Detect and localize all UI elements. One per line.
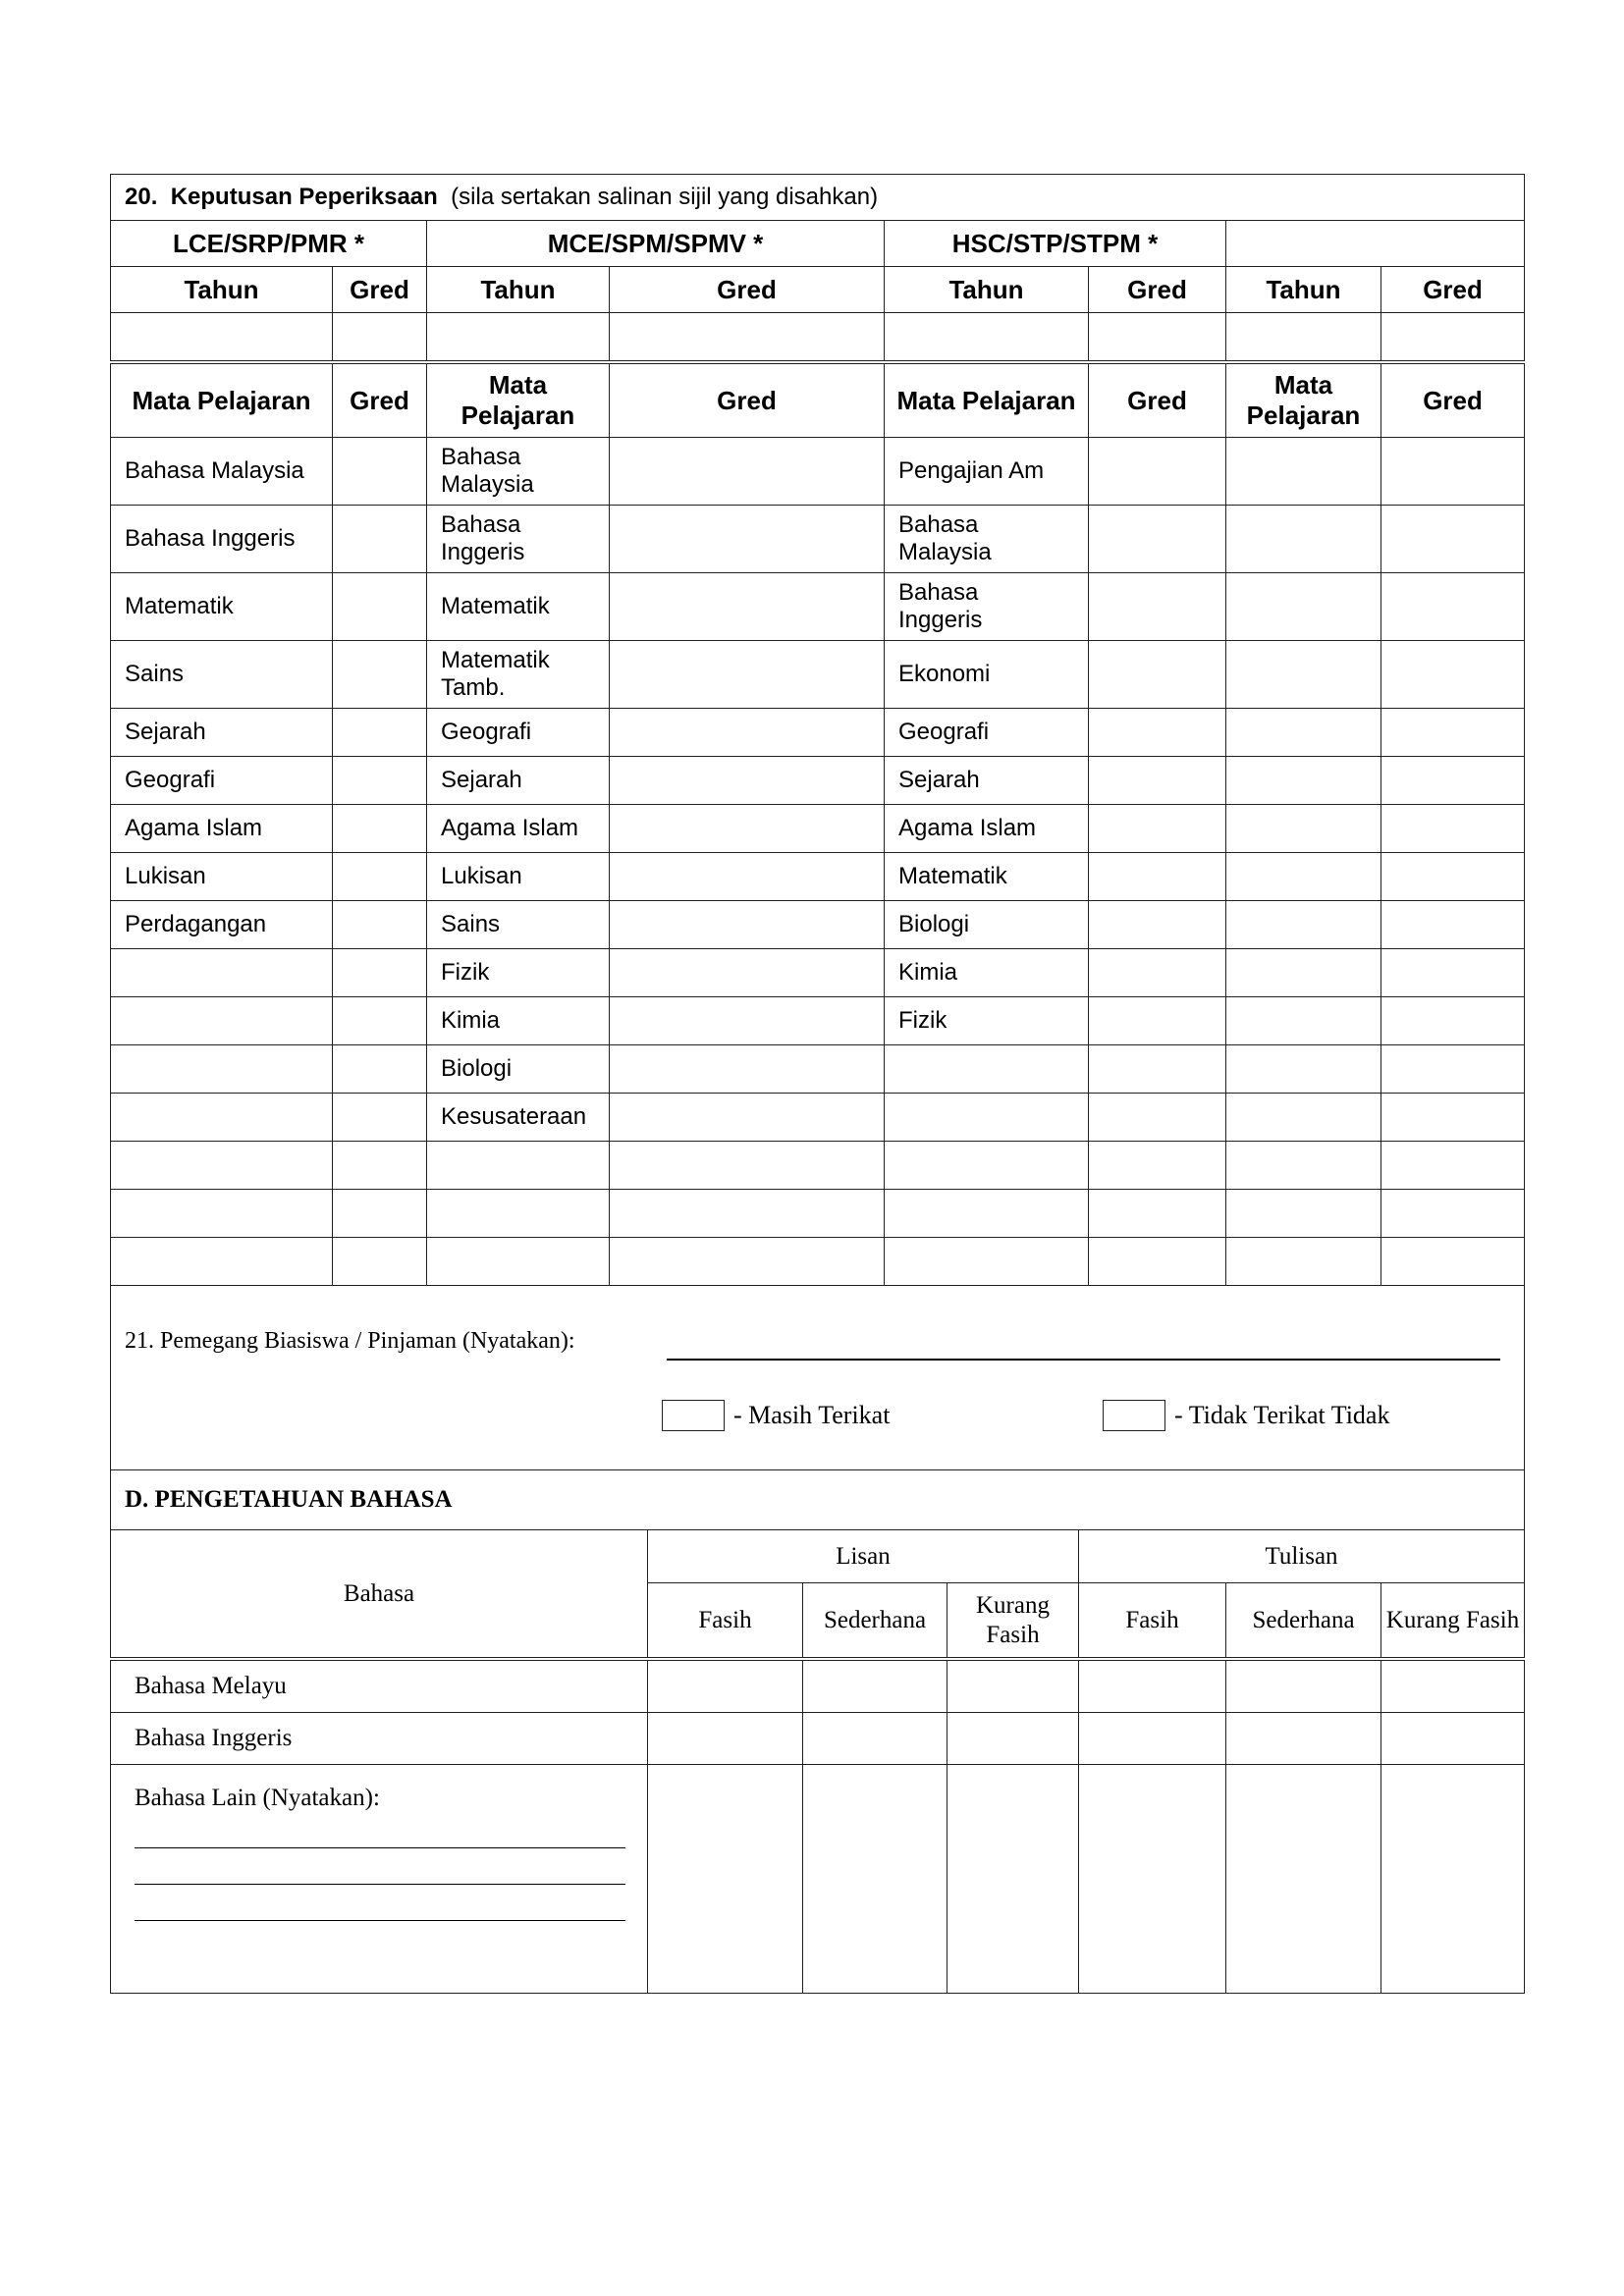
subject-name: Kimia (427, 997, 610, 1045)
subject-row (111, 1190, 1525, 1238)
proficiency-cell[interactable] (947, 1659, 1079, 1713)
still-bound-checkbox[interactable] (662, 1400, 725, 1431)
grade-cell[interactable] (1381, 709, 1525, 757)
grade-cell[interactable] (1381, 949, 1525, 997)
grade-cell[interactable] (610, 573, 885, 641)
year-header: Tahun (111, 267, 333, 313)
written-header: Tulisan (1079, 1530, 1525, 1583)
grade-header: Gred (610, 362, 885, 438)
subject-name (111, 997, 333, 1045)
subject-row (111, 438, 1525, 506)
subject-name (111, 1094, 333, 1142)
grade-cell[interactable] (1381, 805, 1525, 853)
subject-row (111, 901, 1525, 949)
grade-cell[interactable] (1089, 573, 1226, 641)
proficiency-cell[interactable] (1381, 1713, 1525, 1765)
grade-cell[interactable] (1381, 901, 1525, 949)
level-moderate-header: Sederhana (803, 1583, 947, 1660)
grade-cell[interactable] (1381, 1142, 1525, 1190)
grade-cell[interactable] (1089, 1045, 1226, 1094)
grade-cell[interactable] (610, 1094, 885, 1142)
year-input[interactable] (885, 313, 1089, 363)
subject-name (885, 1094, 1089, 1142)
subject-name: Ekonomi (885, 641, 1089, 709)
grade-cell[interactable] (1226, 1094, 1381, 1142)
subject-name (427, 1142, 610, 1190)
year-input[interactable] (111, 313, 333, 363)
grade-cell[interactable] (1089, 901, 1226, 949)
grade-cell[interactable] (1226, 1238, 1381, 1286)
subject-name (885, 1045, 1089, 1094)
year-header: Tahun (427, 267, 610, 313)
subject-name: Biologi (427, 1045, 610, 1094)
subject-name: Bahasa Inggeris (427, 506, 610, 573)
subject-row (111, 641, 1525, 709)
subject-name: Lukisan (111, 853, 333, 901)
grade-cell[interactable] (610, 997, 885, 1045)
exam-header-lce: LCE/SRP/PMR * (111, 221, 427, 267)
other-language-cell (111, 1765, 648, 1994)
exam-header-hsc: HSC/STP/STPM * (885, 221, 1226, 267)
subject-name: Agama Islam (111, 805, 333, 853)
proficiency-cell[interactable] (1079, 1765, 1226, 1994)
subject-name: Biologi (885, 901, 1089, 949)
section-20-note: (sila sertakan salinan sijil yang disahkan) (451, 184, 879, 210)
grade-cell[interactable] (1226, 997, 1381, 1045)
grade-cell[interactable] (1226, 1142, 1381, 1190)
other-language-label: Bahasa Lain (Nyatakan): (135, 1785, 380, 1811)
subject-name: Matematik Tamb. (427, 641, 610, 709)
subject-name: Geografi (427, 709, 610, 757)
subject-name: Bahasa Inggeris (111, 506, 333, 573)
subject-header: Mata Pelajaran (1226, 362, 1381, 438)
subject-row (111, 709, 1525, 757)
grade-cell[interactable] (333, 1094, 427, 1142)
grade-cell[interactable] (1089, 1238, 1226, 1286)
grade-cell[interactable] (610, 709, 885, 757)
grade-cell[interactable] (1381, 757, 1525, 805)
subject-name: Pengajian Am (885, 438, 1089, 506)
subject-name (885, 1190, 1089, 1238)
grade-cell[interactable] (1381, 853, 1525, 901)
subject-name: Fizik (885, 997, 1089, 1045)
section-21 (111, 1286, 1525, 1470)
year-input[interactable] (427, 313, 610, 363)
grade-cell[interactable] (610, 757, 885, 805)
grade-cell[interactable] (333, 901, 427, 949)
grade-cell[interactable] (1089, 997, 1226, 1045)
language-header: Bahasa (111, 1530, 648, 1659)
grade-cell[interactable] (1089, 709, 1226, 757)
grade-cell[interactable] (1089, 805, 1226, 853)
subject-header: Mata Pelajaran (111, 362, 333, 438)
subject-row (111, 1142, 1525, 1190)
other-language-line[interactable] (135, 1836, 625, 1848)
subject-name (111, 1045, 333, 1094)
subject-name: Bahasa Inggeris (885, 573, 1089, 641)
section-20-title (111, 175, 1525, 221)
grade-cell[interactable] (1089, 438, 1226, 506)
level-fluent-header: Fasih (1079, 1583, 1226, 1660)
grade-cell[interactable] (333, 438, 427, 506)
subject-row (111, 805, 1525, 853)
grade-header: Gred (333, 267, 427, 313)
grade-cell[interactable] (610, 1045, 885, 1094)
not-bound-checkbox[interactable] (1103, 1400, 1165, 1431)
grade-cell[interactable] (1226, 949, 1381, 997)
grade-cell[interactable] (1089, 506, 1226, 573)
grade-cell[interactable] (333, 641, 427, 709)
grade-cell[interactable] (333, 573, 427, 641)
grade-cell[interactable] (333, 1142, 427, 1190)
subject-row (111, 573, 1525, 641)
subject-name: Agama Islam (427, 805, 610, 853)
proficiency-cell[interactable] (1079, 1659, 1226, 1713)
subject-name: Sejarah (111, 709, 333, 757)
grade-cell[interactable] (333, 709, 427, 757)
grade-cell[interactable] (1089, 853, 1226, 901)
subject-row (111, 506, 1525, 573)
subject-row (111, 1094, 1525, 1142)
proficiency-cell[interactable] (1226, 1659, 1381, 1713)
grade-header: Gred (1381, 267, 1525, 313)
grade-cell[interactable] (1226, 1045, 1381, 1094)
year-input[interactable] (1226, 313, 1381, 363)
grade-cell[interactable] (333, 506, 427, 573)
proficiency-cell[interactable] (1226, 1713, 1381, 1765)
language-name: Bahasa Inggeris (111, 1713, 648, 1765)
grade-cell[interactable] (1381, 1238, 1525, 1286)
grade-cell[interactable] (333, 757, 427, 805)
grade-input[interactable] (333, 313, 427, 363)
subject-name: Geografi (885, 709, 1089, 757)
grade-cell[interactable] (1226, 901, 1381, 949)
subject-header: Mata Pelajaran (885, 362, 1089, 438)
subject-name: Matematik (427, 573, 610, 641)
grade-cell[interactable] (610, 805, 885, 853)
proficiency-cell[interactable] (803, 1659, 947, 1713)
subject-name: Matematik (111, 573, 333, 641)
exam-header-blank (1226, 221, 1525, 267)
grade-cell[interactable] (333, 1238, 427, 1286)
subject-name (885, 1238, 1089, 1286)
grade-input[interactable] (1381, 313, 1525, 363)
subject-name: Kimia (885, 949, 1089, 997)
proficiency-cell[interactable] (803, 1713, 947, 1765)
proficiency-cell[interactable] (648, 1713, 803, 1765)
grade-cell[interactable] (1226, 506, 1381, 573)
grade-cell[interactable] (1226, 641, 1381, 709)
subject-header: Mata Pelajaran (427, 362, 610, 438)
grade-cell[interactable] (610, 506, 885, 573)
subject-name: Bahasa Malaysia (885, 506, 1089, 573)
level-less-fluent-header: Kurang Fasih (947, 1583, 1079, 1660)
grade-cell[interactable] (1381, 1190, 1525, 1238)
subject-name: Perdagangan (111, 901, 333, 949)
subject-row (111, 853, 1525, 901)
subject-name: Lukisan (427, 853, 610, 901)
oral-header: Lisan (648, 1530, 1079, 1583)
subject-name (885, 1142, 1089, 1190)
subject-rows (111, 438, 1525, 1286)
subject-name (111, 1190, 333, 1238)
grade-cell[interactable] (610, 1142, 885, 1190)
grade-cell[interactable] (1226, 757, 1381, 805)
proficiency-cell[interactable] (648, 1765, 803, 1994)
grade-cell[interactable] (610, 901, 885, 949)
grade-cell[interactable] (333, 949, 427, 997)
language-name: Bahasa Melayu (111, 1659, 648, 1713)
subject-name: Kesusateraan (427, 1094, 610, 1142)
proficiency-cell[interactable] (1381, 1765, 1525, 1994)
not-bound-label: - Tidak Terikat Tidak (1174, 1401, 1390, 1429)
section-20-heading: Keputusan Peperiksaan (170, 184, 438, 210)
grade-cell[interactable] (1381, 1045, 1525, 1094)
grade-input[interactable] (610, 313, 885, 363)
grade-input[interactable] (1089, 313, 1226, 363)
subject-name (427, 1238, 610, 1286)
still-bound-label: - Masih Terikat (733, 1401, 891, 1429)
subject-row (111, 997, 1525, 1045)
grade-cell[interactable] (1226, 709, 1381, 757)
grade-cell[interactable] (610, 1238, 885, 1286)
grade-cell[interactable] (1089, 641, 1226, 709)
other-language-line[interactable] (135, 1908, 625, 1921)
grade-cell[interactable] (333, 1190, 427, 1238)
grade-header: Gred (333, 362, 427, 438)
grade-cell[interactable] (1089, 949, 1226, 997)
grade-cell[interactable] (1381, 641, 1525, 709)
grade-cell[interactable] (1381, 506, 1525, 573)
proficiency-cell[interactable] (1079, 1713, 1226, 1765)
section-d-title: D. PENGETAHUAN BAHASA (111, 1470, 1525, 1530)
subject-name: Matematik (885, 853, 1089, 901)
grade-cell[interactable] (333, 1045, 427, 1094)
grade-cell[interactable] (333, 853, 427, 901)
grade-cell[interactable] (1381, 438, 1525, 506)
grade-cell[interactable] (1381, 1094, 1525, 1142)
proficiency-cell[interactable] (947, 1765, 1079, 1994)
language-table (110, 1530, 1525, 1994)
scholarship-input-line[interactable] (667, 1359, 1500, 1361)
grade-cell[interactable] (610, 641, 885, 709)
exam-header-mce: MCE/SPM/SPMV * (427, 221, 885, 267)
grade-cell[interactable] (1226, 805, 1381, 853)
grade-cell[interactable] (1226, 573, 1381, 641)
year-header: Tahun (885, 267, 1089, 313)
proficiency-cell[interactable] (1226, 1765, 1381, 1994)
grade-cell[interactable] (610, 438, 885, 506)
subject-row (111, 1045, 1525, 1094)
subject-name (111, 949, 333, 997)
grade-header: Gred (610, 267, 885, 313)
section-20-number: 20. (125, 184, 158, 210)
level-moderate-header: Sederhana (1226, 1583, 1381, 1660)
subject-row (111, 949, 1525, 997)
grade-cell[interactable] (610, 949, 885, 997)
subject-name: Sains (111, 641, 333, 709)
grade-cell[interactable] (1226, 1190, 1381, 1238)
subject-name: Bahasa Malaysia (427, 438, 610, 506)
proficiency-cell[interactable] (648, 1659, 803, 1713)
grade-cell[interactable] (1226, 438, 1381, 506)
subject-name (111, 1238, 333, 1286)
grade-cell[interactable] (1089, 1142, 1226, 1190)
subject-name: Sains (427, 901, 610, 949)
grade-header: Gred (1381, 362, 1525, 438)
subject-name (111, 1142, 333, 1190)
year-header: Tahun (1226, 267, 1381, 313)
subject-name (427, 1190, 610, 1238)
other-language-line[interactable] (135, 1872, 625, 1885)
proficiency-cell[interactable] (803, 1765, 947, 1994)
grade-cell[interactable] (333, 997, 427, 1045)
proficiency-cell[interactable] (947, 1713, 1079, 1765)
grade-cell[interactable] (610, 853, 885, 901)
grade-cell[interactable] (1381, 997, 1525, 1045)
grade-cell[interactable] (1381, 573, 1525, 641)
subject-name: Agama Islam (885, 805, 1089, 853)
proficiency-cell[interactable] (1381, 1659, 1525, 1713)
grade-cell[interactable] (1089, 757, 1226, 805)
level-fluent-header: Fasih (648, 1583, 803, 1660)
subject-row (111, 1238, 1525, 1286)
subject-name: Sejarah (427, 757, 610, 805)
grade-cell[interactable] (1089, 1190, 1226, 1238)
subject-name: Sejarah (885, 757, 1089, 805)
grade-cell[interactable] (1089, 1094, 1226, 1142)
grade-cell[interactable] (610, 1190, 885, 1238)
level-less-fluent-header: Kurang Fasih (1381, 1583, 1525, 1660)
scholarship-label: 21. Pemegang Biasiswa / Pinjaman (Nyatakan): (125, 1328, 575, 1354)
grade-header: Gred (1089, 362, 1226, 438)
grade-cell[interactable] (1226, 853, 1381, 901)
subject-name: Fizik (427, 949, 610, 997)
exam-results-table (110, 174, 1525, 1530)
grade-header: Gred (1089, 267, 1226, 313)
subject-name: Bahasa Malaysia (111, 438, 333, 506)
subject-row (111, 757, 1525, 805)
subject-name: Geografi (111, 757, 333, 805)
application-form-page (110, 174, 1524, 1994)
grade-cell[interactable] (333, 805, 427, 853)
